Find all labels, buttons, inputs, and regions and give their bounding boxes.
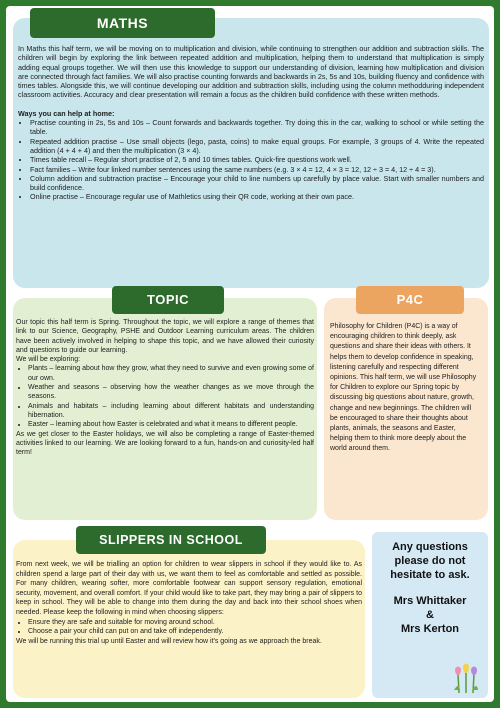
tulips-icon: [450, 660, 482, 694]
list-item: • Easter – learning about how Easter is celebrated and what it means to different people.: [28, 420, 314, 429]
list-item: • Times table recall – Regular short practise of 2, 5 and 10 times tables. Quick-fire questions work well.: [30, 155, 484, 164]
maths-tips-list: [18, 118, 484, 202]
list-item: • Fact families – Write four linked number sentences using the same numbers (e.g. 3 × 4 = 12, 4 × 3 = 12, 12 ÷ 3 = 4, 12 ÷ 4 = 3).: [30, 165, 484, 174]
list-item: • Plants – learning about how they grow, what they need to survive and even growing some of our own.: [28, 364, 314, 383]
maths-text: [18, 44, 484, 202]
p4c-body: Philosophy for Children (P4C) is a way of encouraging children to think deeply, ask questions and share their ideas with others. It helps them to develop confidence in speaking, listening carefully and respecting different opinions. This half term, we will use Philosophy for Children to explore our Spring topic by discussing big questions about nature, growth, change and new beginnings. The children will be encouraged to share their thoughts about plants, animals, the seasons and Easter, helping them to think more deeply about the world around them.: [330, 323, 477, 453]
list-item: • Online practise – Encourage regular use of Mathletics using their QR code, working at their own pace.: [30, 192, 484, 201]
slippers-outro: We will be running this trial up until Easter and will review how it's going as we approach the break.: [16, 637, 322, 645]
list-item: • Practise counting in 2s, 5s and 10s – Count forwards and backwards together. Try doing this in the car, walking to school or while setting the table.: [30, 118, 484, 137]
topic-explore-label: We will be exploring:: [16, 356, 81, 364]
topic-intro: Our topic this half term is Spring. Throughout the topic, we will explore a range of themes that link to our Science, Geography, PSHE and Outdoor Learning curriculum areas. The children have been actively involved in helping to shape this topic, and we have allowed their curiosity and questions to guide our learning.: [16, 319, 314, 354]
p4c-title: P4C: [356, 286, 464, 314]
topic-list: [16, 364, 314, 429]
topic-outro: As we get closer to the Easter holidays, we will also be completing a range of Easter-themed activities linked to our learning. We are looking forward to a fun, hands-on and curiosity-led half term!: [16, 430, 314, 457]
list-item: • Animals and habitats – including learning about different habitats and understanding hibernation.: [28, 402, 314, 421]
list-item: • Weather and seasons – observing how the weather changes as we move through the seasons.: [28, 383, 314, 402]
maths-title: MATHS: [30, 8, 215, 38]
maths-intro: In Maths this half term, we will be moving on to multiplication and division, while continuing to strengthen our addition and subtraction skills. The children will begin by exploring the link between repeated addition and multiplication, helping them to understand that multiplication is simply adding equal groups together. We will then use this knowledge to support our understanding of division, learning how multiplication and division are connected through fact families. We will also practise counting forwards and backwards in 2s, 5s and 10s, building fluency and confidence with times tables. Alongside this, we will continue developing our addition and subtraction skills, including using the column methodduring independent classroom activities. Accuracy and clear presentation will remain a focus as the children build confidence with these written methods.: [18, 44, 484, 100]
p4c-text: [330, 322, 480, 455]
list-item: • Column addition and subtraction practise – Encourage your child to line numbers up carefully by place value. Start with smaller numbers and build confidence.: [30, 174, 484, 193]
slippers-list: [16, 618, 362, 637]
list-item: • Repeated addition practise – Use small objects (lego, pasta, coins) to make equal groups. For example, 3 groups of 4. Write the repeated addition (4 + 4 + 4) and then the multiplication (3 × 4).: [30, 137, 484, 156]
slippers-intro: From next week, we will be trialling an option for children to wear slippers in school if they would like to. As children spend a large part of their day with us, we want them to feel as comfortable and settled as possible. For many children, wearing softer, more comfortable footwear can support sensory regulation, emotional security, movement, and overall comfort. If your child would like to take part, they may bring a pair of slippers to keep in school. They will be able to change into them during the day and back into their school shoes when needed. Please keep the following in mind when choosing slippers:: [16, 561, 362, 616]
topic-text: [16, 318, 314, 457]
list-item: • Ensure they are safe and suitable for moving around school.: [28, 618, 362, 628]
list-item: • Choose a pair your child can put on and take off independently.: [28, 627, 362, 637]
teacher-name-1: Mrs Whittaker: [393, 595, 467, 607]
slippers-text: [16, 560, 362, 646]
teacher-name-2: Mrs Kerton: [400, 623, 460, 635]
contact-line-2: please do not: [394, 555, 466, 567]
topic-title: TOPIC: [112, 286, 224, 314]
ampersand: &: [426, 609, 434, 621]
help-heading: Ways you can help at home:: [18, 108, 115, 118]
contact-line-1: Any questions: [392, 541, 468, 553]
slippers-title: SLIPPERS IN SCHOOL: [76, 526, 266, 554]
contact-line-3: hesitate to ask.: [390, 569, 470, 581]
